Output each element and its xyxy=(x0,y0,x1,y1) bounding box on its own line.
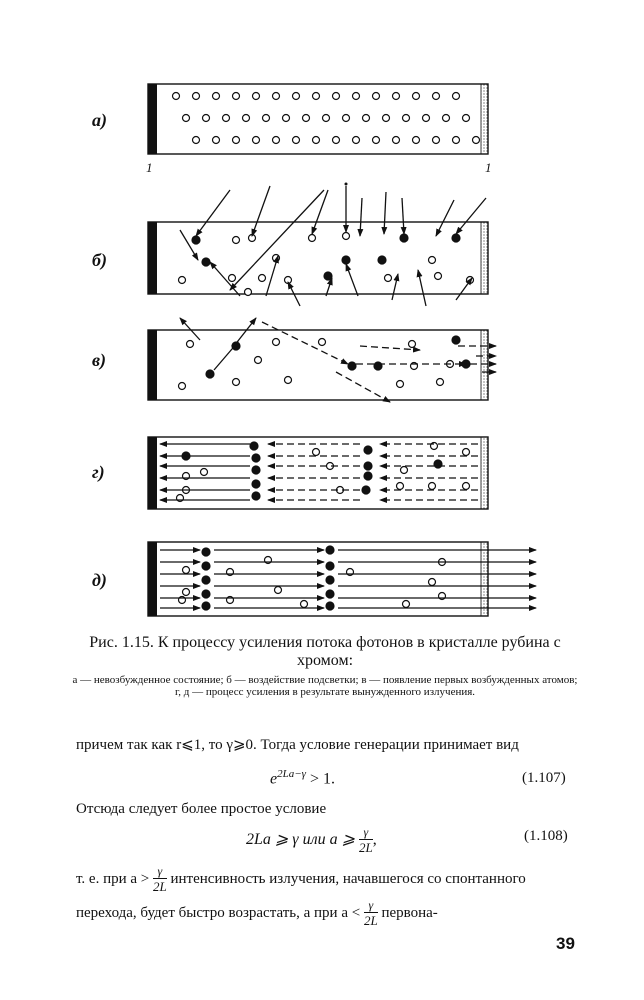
atom-ground xyxy=(413,93,420,100)
partial-mirror-g xyxy=(481,437,488,509)
atom-ground xyxy=(429,483,436,490)
eq108-tail: , xyxy=(372,831,377,849)
atom-ground xyxy=(463,115,470,122)
atom-ground xyxy=(313,137,320,144)
atom-ground xyxy=(429,579,436,586)
atom-ground xyxy=(373,93,380,100)
atom-excited xyxy=(326,562,334,570)
atom-excited xyxy=(400,234,408,242)
figure-caption xyxy=(70,634,580,698)
atom-ground xyxy=(437,379,444,386)
panel-label-b: б) xyxy=(92,250,107,270)
atom-excited xyxy=(252,480,260,488)
p3-fraction-2-den: 2L xyxy=(363,913,378,929)
atom-excited xyxy=(452,234,460,242)
p3-fraction-1-num: γ xyxy=(153,865,167,879)
atom-ground xyxy=(253,137,260,144)
atom-ground xyxy=(233,137,240,144)
partial-mirror-d xyxy=(481,542,488,616)
full-mirror-a xyxy=(148,84,157,154)
equation-number-1-107: (1.107) xyxy=(522,770,566,786)
atom-ground xyxy=(313,93,320,100)
atom-ground xyxy=(393,137,400,144)
p3-fraction-1-den: 2L xyxy=(153,879,167,895)
atom-ground xyxy=(303,115,310,122)
atom-excited xyxy=(252,454,260,462)
caption-title: Рис. 1.15. К процессу усиления потока фотонов в кристалле рубина с хромом: xyxy=(89,634,561,669)
atom-excited xyxy=(374,362,382,370)
atom-excited xyxy=(342,256,350,264)
p3-start: т. е. при a > xyxy=(76,871,150,887)
atom-ground xyxy=(223,115,230,122)
atom-excited xyxy=(364,472,372,480)
atom-ground xyxy=(273,339,280,346)
atom-ground xyxy=(397,381,404,388)
atom-ground xyxy=(253,93,260,100)
eq107-exponent: 2La−γ xyxy=(277,768,306,780)
atom-ground xyxy=(403,115,410,122)
atom-ground xyxy=(443,115,450,122)
mirror-label-right: 1 xyxy=(485,160,492,175)
atom-ground xyxy=(187,341,194,348)
atom-excited xyxy=(362,486,370,494)
atom-excited xyxy=(364,446,372,454)
atom-ground xyxy=(203,115,210,122)
atom-ground xyxy=(363,115,370,122)
atom-ground xyxy=(453,93,460,100)
equation-1-107 xyxy=(270,768,335,788)
atom-ground xyxy=(259,275,266,282)
dust-dot xyxy=(345,183,348,186)
atom-ground xyxy=(319,339,326,346)
atom-ground xyxy=(283,115,290,122)
atom-ground xyxy=(463,483,470,490)
p3-fraction-2-num: γ xyxy=(364,899,378,913)
atom-excited xyxy=(452,336,460,344)
atom-ground xyxy=(273,137,280,144)
atom-excited xyxy=(192,236,200,244)
paragraph-1: причем так как r⩽1, то γ⩾0. Тогда условие генерации принимает вид xyxy=(76,737,519,753)
atom-ground xyxy=(193,93,200,100)
atom-excited xyxy=(206,370,214,378)
atom-excited xyxy=(378,256,386,264)
atom-ground xyxy=(433,93,440,100)
atom-ground xyxy=(183,567,190,574)
partial-mirror-b xyxy=(481,222,488,294)
atom-ground xyxy=(385,275,392,282)
atom-ground xyxy=(243,115,250,122)
atom-ground xyxy=(343,115,350,122)
atom-ground xyxy=(229,275,236,282)
paragraph-3 xyxy=(76,862,576,930)
atom-excited xyxy=(250,442,258,450)
atom-excited xyxy=(364,462,372,470)
atom-ground xyxy=(301,601,308,608)
crystal-panel-v xyxy=(148,330,488,400)
full-mirror-d xyxy=(148,542,157,616)
atom-ground xyxy=(383,115,390,122)
atom-ground xyxy=(213,137,220,144)
atom-ground xyxy=(453,137,460,144)
atom-ground xyxy=(397,483,404,490)
atom-ground xyxy=(473,137,480,144)
eq108-fraction xyxy=(359,826,373,855)
atom-excited xyxy=(324,272,332,280)
atom-ground xyxy=(409,341,416,348)
atom-excited xyxy=(202,576,210,584)
atom-ground xyxy=(255,357,262,364)
eq108-fraction-num: γ xyxy=(359,826,373,840)
atom-excited xyxy=(326,602,334,610)
atom-excited xyxy=(252,466,260,474)
atom-ground xyxy=(183,115,190,122)
atom-ground xyxy=(333,93,340,100)
atom-ground xyxy=(433,137,440,144)
atom-ground xyxy=(463,449,470,456)
p3-fraction-2 xyxy=(364,899,378,928)
atom-excited xyxy=(326,576,334,584)
atom-ground xyxy=(263,115,270,122)
page-number: 39 xyxy=(556,934,575,953)
eq107-base: e xyxy=(270,770,278,788)
atom-ground xyxy=(323,115,330,122)
atom-ground xyxy=(313,449,320,456)
atom-excited xyxy=(202,548,210,556)
atom-ground xyxy=(393,93,400,100)
atom-ground xyxy=(213,93,220,100)
p3-end: первона- xyxy=(381,905,438,921)
atom-ground xyxy=(179,277,186,284)
mirror-label-left: 1 xyxy=(146,160,153,175)
crystal-panel-d xyxy=(148,542,488,616)
atom-excited xyxy=(434,460,442,468)
eq108-fraction-den: 2L xyxy=(359,840,373,855)
atom-ground xyxy=(173,93,180,100)
panel-label-g: г) xyxy=(92,462,105,482)
atom-ground xyxy=(293,137,300,144)
atom-ground xyxy=(401,467,408,474)
eq107-rhs: > 1. xyxy=(309,770,336,788)
atom-ground xyxy=(183,589,190,596)
caption-legend: а — невозбужденное состояние; б — воздействие подсветки; в — появление первых возбужденных атомов; г, д — процесс усиления в результате вынужденного излучения. xyxy=(72,674,578,698)
atom-ground xyxy=(373,137,380,144)
atom-excited xyxy=(202,562,210,570)
full-mirror-g xyxy=(148,437,157,509)
atom-ground xyxy=(233,237,240,244)
full-mirror-v xyxy=(148,330,157,400)
atom-ground xyxy=(429,257,436,264)
panel-label-v: в) xyxy=(92,350,107,370)
atom-excited xyxy=(326,546,334,554)
partial-mirror-a xyxy=(481,84,488,154)
atom-ground xyxy=(403,601,410,608)
atom-ground xyxy=(353,137,360,144)
atom-ground xyxy=(285,377,292,384)
full-mirror-b xyxy=(148,222,157,294)
atom-ground xyxy=(293,93,300,100)
atom-ground xyxy=(275,587,282,594)
panel-label-d: д) xyxy=(92,570,107,590)
atom-excited xyxy=(202,602,210,610)
p3-middle: интенсивность излучения, начавшегося со спонтанного перехода, будет быстро возрастать, а при a < xyxy=(76,871,526,921)
atom-excited xyxy=(252,492,260,500)
atom-excited xyxy=(202,258,210,266)
equation-1-108 xyxy=(246,826,377,855)
atom-ground xyxy=(179,383,186,390)
atom-excited xyxy=(202,590,210,598)
atom-ground xyxy=(309,235,316,242)
atom-ground xyxy=(435,273,442,280)
atom-ground xyxy=(201,469,208,476)
atom-ground xyxy=(423,115,430,122)
atom-ground xyxy=(273,93,280,100)
p3-fraction-1 xyxy=(153,865,167,894)
atom-ground xyxy=(193,137,200,144)
atom-ground xyxy=(343,233,350,240)
partial-mirror-v xyxy=(481,330,488,400)
equation-number-1-108: (1.108) xyxy=(524,828,568,844)
panel-label-a: а) xyxy=(92,110,107,130)
atom-ground xyxy=(333,137,340,144)
atom-excited xyxy=(326,590,334,598)
atom-excited xyxy=(348,362,356,370)
atom-ground xyxy=(413,137,420,144)
paragraph-2: Отсюда следует более простое условие xyxy=(76,801,327,817)
atom-ground xyxy=(233,379,240,386)
atom-ground xyxy=(233,93,240,100)
atom-ground xyxy=(245,289,252,296)
atom-ground xyxy=(353,93,360,100)
eq108-lhs: 2La ⩾ γ или a ⩾ xyxy=(246,831,355,849)
